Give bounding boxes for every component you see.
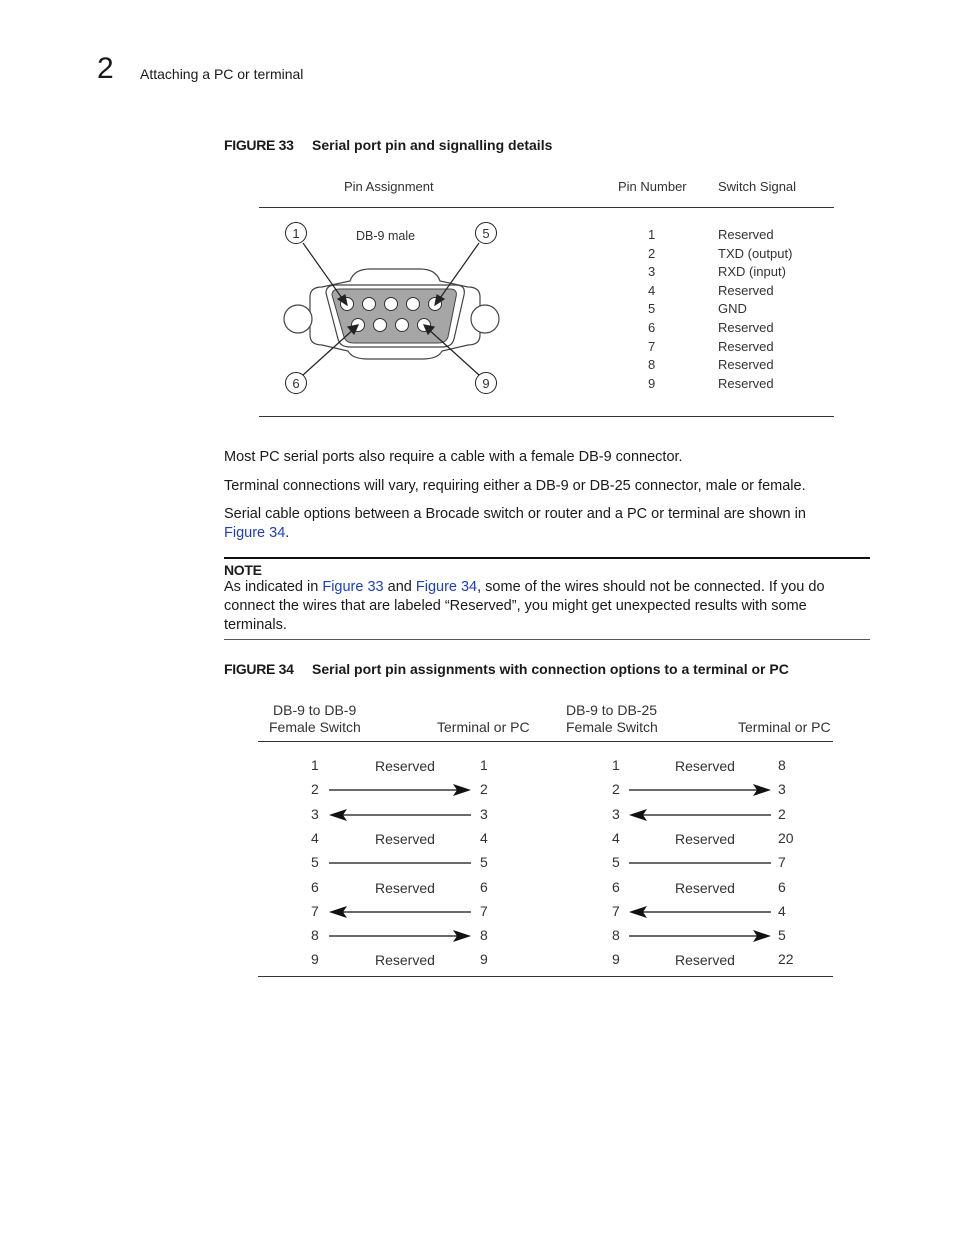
right-header-line1: DB-9 to DB-25 xyxy=(566,702,658,718)
connector-label: DB-9 male xyxy=(356,229,416,243)
callout-9-text: 9 xyxy=(482,376,490,391)
reserved-label: Reserved xyxy=(675,952,735,969)
note-label: NOTE xyxy=(224,562,262,578)
switch-pin: 9 xyxy=(311,951,319,968)
pin-number: 1 xyxy=(648,227,656,242)
arrow-right-icon xyxy=(629,929,771,943)
left-header-line2: Female Switch xyxy=(269,719,361,735)
left-header-line1: DB-9 to DB-9 xyxy=(273,702,357,718)
switch-pin: 4 xyxy=(612,829,620,846)
pin-number: 9 xyxy=(648,375,656,391)
switch-signal: Reserved xyxy=(718,338,774,354)
reserved-label: Reserved xyxy=(375,830,435,847)
col-pin-assignment: Pin Assignment xyxy=(344,179,434,194)
reserved-label: Reserved xyxy=(375,879,435,896)
arrow-left-icon xyxy=(329,905,471,919)
switch-pin: 1 xyxy=(612,757,620,773)
terminal-pin: 8 xyxy=(778,757,786,773)
switch-pin: 7 xyxy=(311,902,319,919)
reserved-label: Reserved xyxy=(375,952,435,969)
terminal-pin: 3 xyxy=(480,805,488,822)
mounting-hole-right xyxy=(471,305,499,333)
switch-pin: 4 xyxy=(311,829,319,846)
pin-number: 5 xyxy=(648,301,656,317)
switch-pin: 3 xyxy=(311,805,319,822)
figure-34-title: Serial port pin assignments with connection options to a terminal or PC xyxy=(312,661,789,677)
switch-pin: 6 xyxy=(311,878,319,895)
switch-signal: TXD (output) xyxy=(718,245,793,261)
terminal-pin: 2 xyxy=(778,805,786,822)
figure-33-link[interactable]: Figure 33 xyxy=(322,579,384,595)
switch-pin: 1 xyxy=(311,757,319,773)
terminal-pin: 4 xyxy=(778,902,786,919)
arrow-left-icon xyxy=(629,905,771,919)
arrow-left-icon xyxy=(629,808,771,822)
figure-33-label: FIGURE 33 xyxy=(224,137,294,153)
terminal-pin: 5 xyxy=(778,927,786,944)
arrow-left-icon xyxy=(329,808,471,822)
terminal-pin: 20 xyxy=(778,829,794,846)
terminal-pin: 6 xyxy=(778,878,786,895)
switch-signal: RXD (input) xyxy=(718,264,786,280)
col-switch-signal: Switch Signal xyxy=(718,179,797,194)
arrow-right-icon xyxy=(329,929,471,943)
chapter-number: 2 xyxy=(97,52,114,85)
callout-6-text: 6 xyxy=(292,376,300,391)
paragraph-1: Most PC serial ports also require a cable with a female DB-9 connector. xyxy=(224,449,683,465)
left-header-right: Terminal or PC xyxy=(437,719,530,735)
arrow-right-icon xyxy=(629,783,771,797)
terminal-pin: 7 xyxy=(778,854,786,871)
switch-pin: 8 xyxy=(612,927,620,944)
switch-signal: Reserved xyxy=(718,320,774,335)
figure-34-label: FIGURE 34 xyxy=(224,661,294,677)
note-top-rule xyxy=(224,557,870,559)
terminal-pin: 8 xyxy=(480,927,488,944)
pin-number: 2 xyxy=(648,245,656,261)
note-bottom-rule xyxy=(224,639,870,640)
terminal-pin: 1 xyxy=(480,757,488,773)
pin-number: 7 xyxy=(648,338,656,354)
mounting-hole-left xyxy=(284,305,312,333)
reserved-label: Reserved xyxy=(675,879,735,896)
switch-signal: Reserved xyxy=(718,375,774,391)
callout-1-text: 1 xyxy=(292,226,300,241)
switch-signal: Reserved xyxy=(718,282,774,298)
figure-33-top-rule xyxy=(259,207,834,208)
pin-number: 3 xyxy=(648,264,656,280)
switch-pin: 2 xyxy=(612,781,620,798)
paragraph-2: Terminal connections will vary, requiring either a DB-9 or DB-25 connector, male or female. xyxy=(224,478,806,494)
terminal-pin: 7 xyxy=(480,902,488,919)
note-text: As indicated in Figure 33 and Figure 34, some of the wires should not be connected. If you do connect the wires that are labeled “Reserved”, you might get unexpected results with some terminals. xyxy=(224,579,825,633)
pin-number: 6 xyxy=(648,320,656,335)
figure-33-title: Serial port pin and signalling details xyxy=(312,137,553,153)
figure-34-top-rule xyxy=(258,741,833,742)
reserved-label: Reserved xyxy=(375,758,435,774)
switch-pin: 3 xyxy=(612,805,620,822)
figure-33-bottom-rule xyxy=(259,416,834,417)
terminal-pin: 3 xyxy=(778,781,786,798)
switch-pin: 8 xyxy=(311,927,319,944)
reserved-label: Reserved xyxy=(675,758,735,774)
switch-pin: 6 xyxy=(612,878,620,895)
arrow-right-icon xyxy=(329,783,471,797)
terminal-pin: 9 xyxy=(480,951,488,968)
terminal-pin: 4 xyxy=(480,829,488,846)
db9-connector-diagram xyxy=(270,215,520,405)
terminal-pin: 5 xyxy=(480,854,488,871)
pin-number: 8 xyxy=(648,357,656,373)
figure-34-link[interactable]: Figure 34 xyxy=(224,525,286,541)
paragraph-3: Serial cable options between a Brocade switch or router and a PC or terminal are shown in Figure 34. xyxy=(224,506,806,541)
right-header-line2: Female Switch xyxy=(566,719,658,735)
reserved-label: Reserved xyxy=(675,830,735,847)
right-header-right: Terminal or PC xyxy=(738,719,831,735)
figure-34-link-note[interactable]: Figure 34 xyxy=(415,579,478,595)
switch-signal: Reserved xyxy=(718,357,774,373)
switch-pin: 5 xyxy=(311,854,319,871)
chapter-title: Attaching a PC or terminal xyxy=(140,66,304,82)
terminal-pin: 6 xyxy=(480,878,488,895)
connection-line xyxy=(629,856,771,870)
switch-pin: 7 xyxy=(612,902,620,919)
col-pin-number: Pin Number xyxy=(618,179,687,194)
switch-pin: 5 xyxy=(612,854,620,871)
connection-line xyxy=(329,856,471,870)
switch-signal: Reserved xyxy=(718,227,774,242)
switch-pin: 2 xyxy=(311,781,319,798)
pin-number: 4 xyxy=(648,282,656,298)
callout-5-text: 5 xyxy=(482,226,490,241)
switch-pin: 9 xyxy=(612,951,620,968)
terminal-pin: 2 xyxy=(480,781,488,798)
terminal-pin: 22 xyxy=(778,951,794,968)
switch-signal: GND xyxy=(718,301,747,317)
figure-34-bottom-rule xyxy=(258,976,833,977)
